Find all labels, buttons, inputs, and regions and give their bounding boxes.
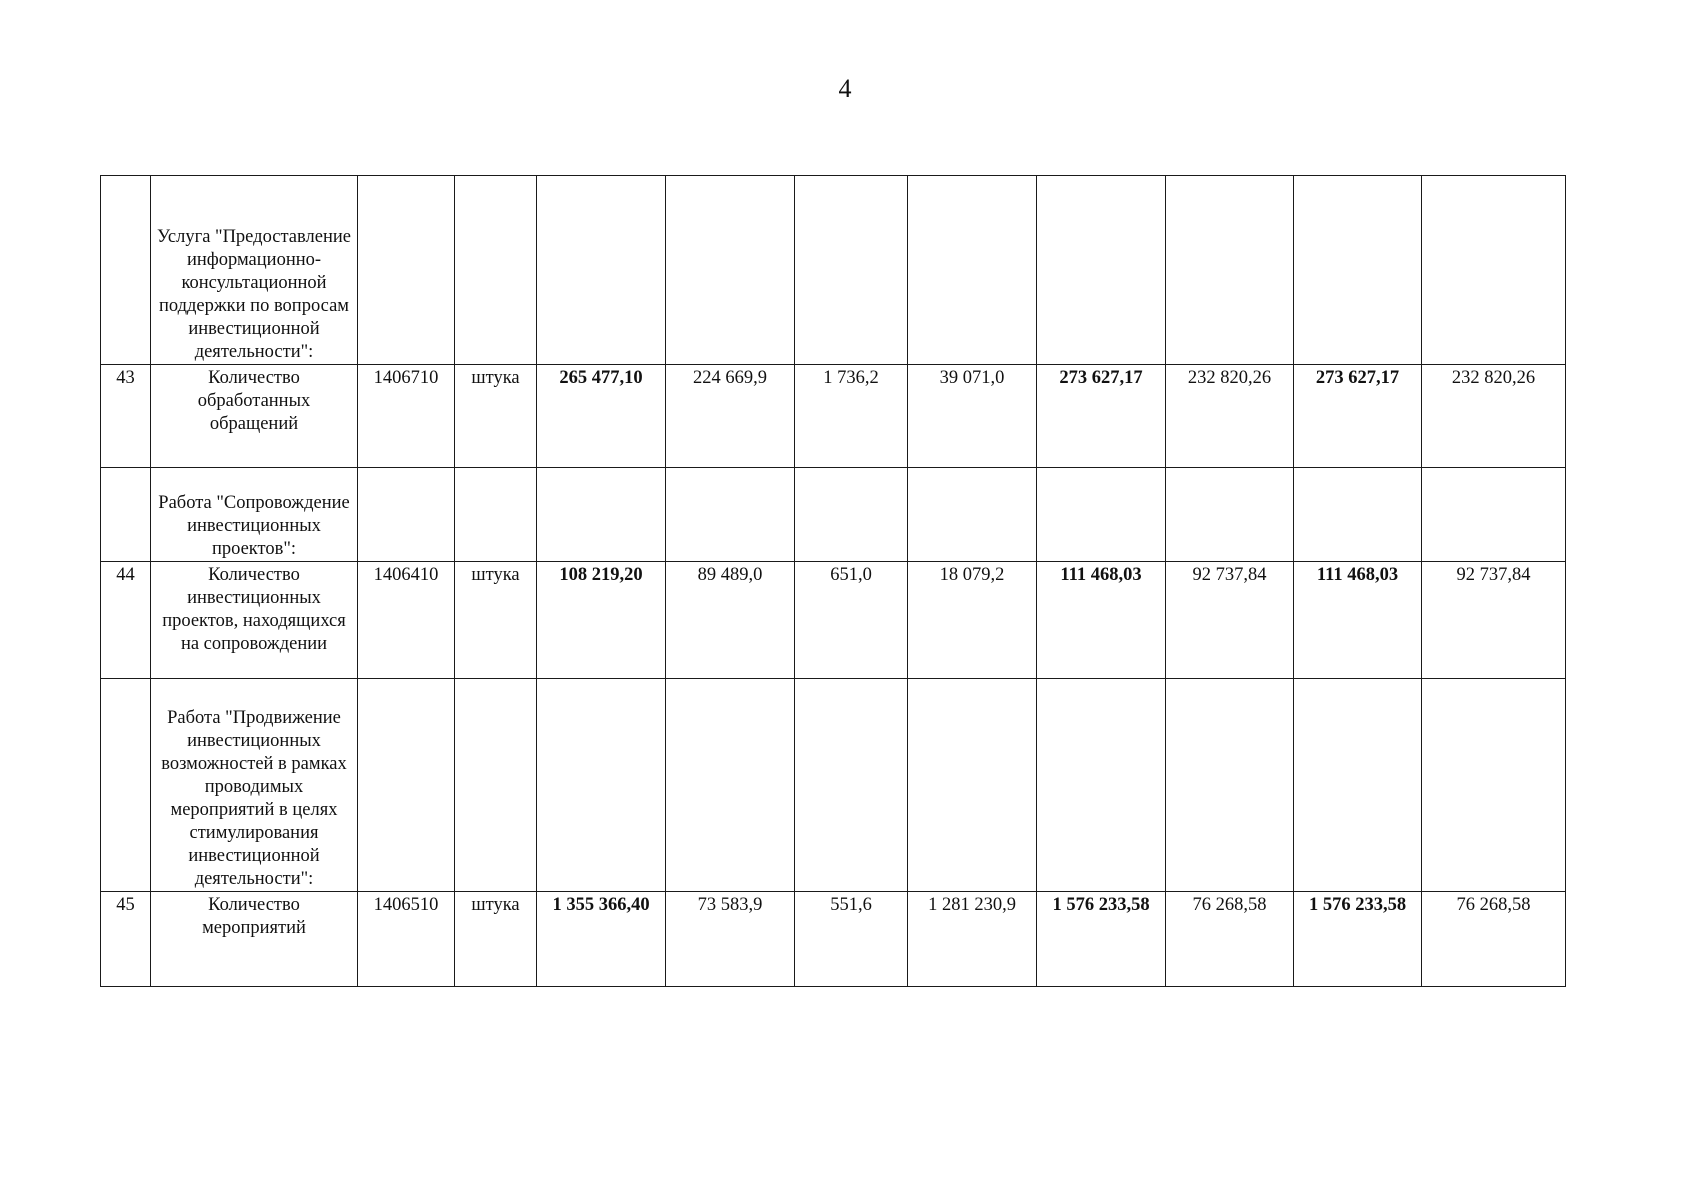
empty-cell [537,468,666,562]
value-cell: 76 268,58 [1166,892,1294,987]
empty-cell [1166,468,1294,562]
empty-cell [537,679,666,892]
indicator-code: 1406410 [358,562,455,679]
value-cell: 1 355 366,40 [537,892,666,987]
empty-cell [908,468,1037,562]
table-row [101,892,1566,987]
empty-cell [795,679,908,892]
section-heading: Работа "Сопровождение инвестиционных проектов": [151,468,358,562]
empty-cell [1166,176,1294,365]
empty-cell [1422,468,1566,562]
section-heading: Работа "Продвижение инвестиционных возможностей в рамках проводимых мероприятий в целях стимулирования инвестиционной деятельности": [151,679,358,892]
section-heading-row [101,679,1566,892]
unit-cell: штука [455,892,537,987]
value-cell: 1 576 233,58 [1037,892,1166,987]
empty-cell [1294,679,1422,892]
value-cell: 651,0 [795,562,908,679]
empty-cell [455,176,537,365]
value-cell: 551,6 [795,892,908,987]
empty-cell [455,468,537,562]
value-cell: 273 627,17 [1037,365,1166,468]
value-cell: 265 477,10 [537,365,666,468]
indicator-name: Количество обработанных обращений [151,365,358,468]
page-number: 4 [838,74,852,103]
value-cell: 111 468,03 [1037,562,1166,679]
empty-cell [1294,176,1422,365]
empty-cell [1294,468,1422,562]
empty-cell [358,679,455,892]
value-cell: 89 489,0 [666,562,795,679]
table-row [101,562,1566,679]
row-number: 43 [101,365,151,468]
empty-cell [455,679,537,892]
empty-cell [101,176,151,365]
section-heading-row [101,468,1566,562]
indicator-code: 1406710 [358,365,455,468]
budget-table [100,175,1566,987]
unit-cell: штука [455,562,537,679]
empty-cell [795,176,908,365]
value-cell: 92 737,84 [1166,562,1294,679]
row-number: 45 [101,892,151,987]
value-cell: 111 468,03 [1294,562,1422,679]
value-cell: 232 820,26 [1166,365,1294,468]
empty-cell [908,679,1037,892]
empty-cell [1422,176,1566,365]
unit-cell: штука [455,365,537,468]
section-heading: Услуга "Предоставление информационно-консультационной поддержки по вопросам инвестиционной деятельности": [151,176,358,365]
empty-cell [358,176,455,365]
empty-cell [1422,679,1566,892]
empty-cell [666,679,795,892]
value-cell: 73 583,9 [666,892,795,987]
row-number: 44 [101,562,151,679]
empty-cell [1037,176,1166,365]
value-cell: 108 219,20 [537,562,666,679]
empty-cell [908,176,1037,365]
empty-cell [795,468,908,562]
indicator-name: Количество мероприятий [151,892,358,987]
indicator-code: 1406510 [358,892,455,987]
value-cell: 1 576 233,58 [1294,892,1422,987]
value-cell: 224 669,9 [666,365,795,468]
empty-cell [101,679,151,892]
empty-cell [666,468,795,562]
empty-cell [537,176,666,365]
value-cell: 92 737,84 [1422,562,1566,679]
empty-cell [101,468,151,562]
section-heading-row [101,176,1566,365]
value-cell: 76 268,58 [1422,892,1566,987]
value-cell: 1 736,2 [795,365,908,468]
value-cell: 1 281 230,9 [908,892,1037,987]
value-cell: 273 627,17 [1294,365,1422,468]
empty-cell [666,176,795,365]
empty-cell [1166,679,1294,892]
indicator-name: Количество инвестиционных проектов, находящихся на сопровождении [151,562,358,679]
value-cell: 18 079,2 [908,562,1037,679]
empty-cell [358,468,455,562]
empty-cell [1037,468,1166,562]
value-cell: 232 820,26 [1422,365,1566,468]
value-cell: 39 071,0 [908,365,1037,468]
empty-cell [1037,679,1166,892]
table-row [101,365,1566,468]
